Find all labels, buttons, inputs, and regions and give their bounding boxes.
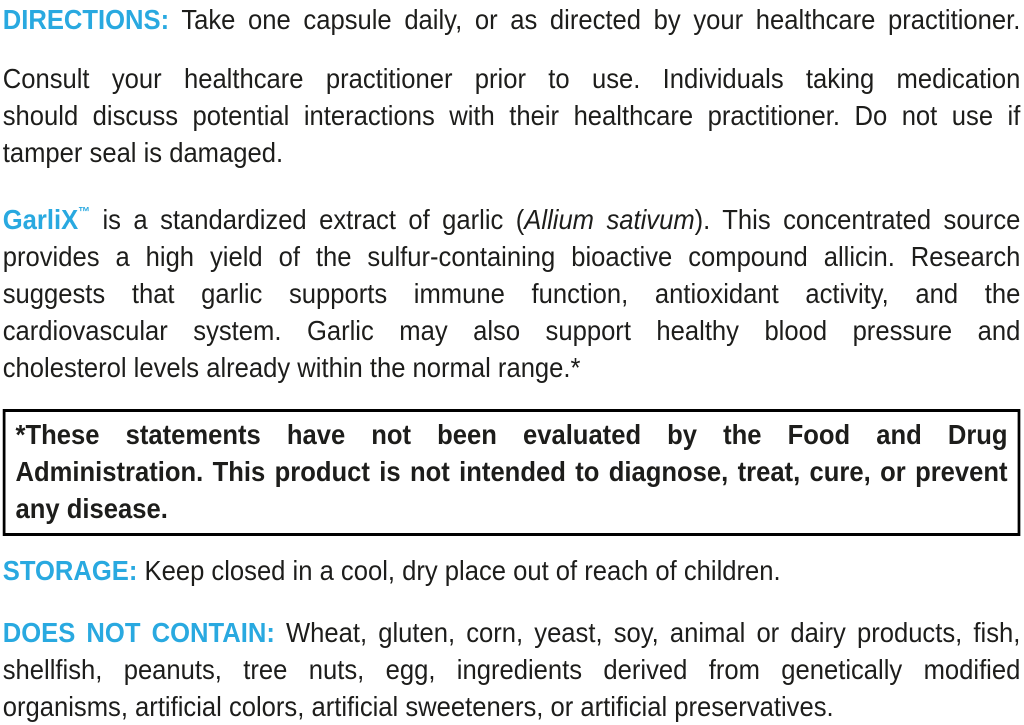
brand-name: GarliX: [2, 204, 79, 235]
text-run: suggests that garlic supports immune function, antioxidant activity, and the: [2, 278, 1021, 309]
text-run: is a standardized extract of garlic (: [90, 204, 525, 235]
text-line: [3, 312, 1021, 349]
text-run: organisms, artificial colors, artificial sweeteners, or artificial preservatives.: [2, 691, 834, 722]
text-line: [3, 688, 1021, 725]
text-line: [3, 651, 1021, 688]
does-not-contain-label: DOES NOT CONTAIN:: [2, 617, 275, 648]
text-line: [3, 349, 1021, 386]
text-line: [3, 275, 1021, 312]
text-line: [16, 416, 1008, 453]
trademark-symbol: ™: [78, 204, 91, 219]
product-description-paragraph: [3, 193, 1021, 386]
directions-label: DIRECTIONS:: [2, 4, 170, 35]
text-run: *These statements have not been evaluated by the Food and Drug: [15, 419, 1008, 450]
fda-disclaimer-box: [3, 409, 1021, 536]
text-run: tamper seal is damaged.: [2, 137, 284, 168]
text-line: [3, 97, 1021, 134]
text-run: should discuss potential interactions with their healthcare practitioner. Do not use if: [2, 100, 1021, 131]
text-line: [3, 552, 1021, 589]
text-run: shellfish, peanuts, tree nuts, egg, ingredients derived from genetically modified: [2, 654, 1021, 685]
text-run: provides a high yield of the sulfur-containing bioactive compound allicin. Research: [2, 241, 1021, 272]
text-run: Consult your healthcare practitioner prior to use. Individuals taking medication: [2, 63, 1021, 94]
storage-text: Keep closed in a cool, dry place out of reach of children.: [137, 555, 781, 586]
storage-label: STORAGE:: [2, 555, 138, 586]
text-line: [3, 60, 1021, 97]
does-not-contain-paragraph: [3, 614, 1021, 725]
text-line: [16, 490, 1008, 527]
text-line: [3, 1, 1021, 38]
consult-warning-paragraph: [3, 60, 1021, 171]
text-line: [16, 453, 1008, 490]
directions-text: Take one capsule daily, or as directed by your healthcare practitioner.: [169, 4, 1021, 35]
directions-paragraph: [3, 1, 1021, 38]
text-run: cardiovascular system. Garlic may also support healthy blood pressure and: [2, 315, 1021, 346]
text-line: [3, 238, 1021, 275]
text-line: [3, 614, 1021, 651]
text-line: [3, 134, 1021, 171]
latin-species-name: Allium sativum: [524, 204, 695, 235]
text-run: Administration. This product is not intended to diagnose, treat, cure, or prevent: [15, 456, 1008, 487]
text-run: ). This concentrated source: [694, 204, 1021, 235]
text-run: any disease.: [15, 493, 168, 524]
storage-paragraph: [3, 552, 1021, 589]
does-not-contain-text: Wheat, gluten, corn, yeast, soy, animal or dairy products, fish,: [274, 617, 1021, 648]
text-run: cholesterol levels already within the normal range.*: [2, 352, 581, 383]
text-line: [3, 193, 1021, 238]
